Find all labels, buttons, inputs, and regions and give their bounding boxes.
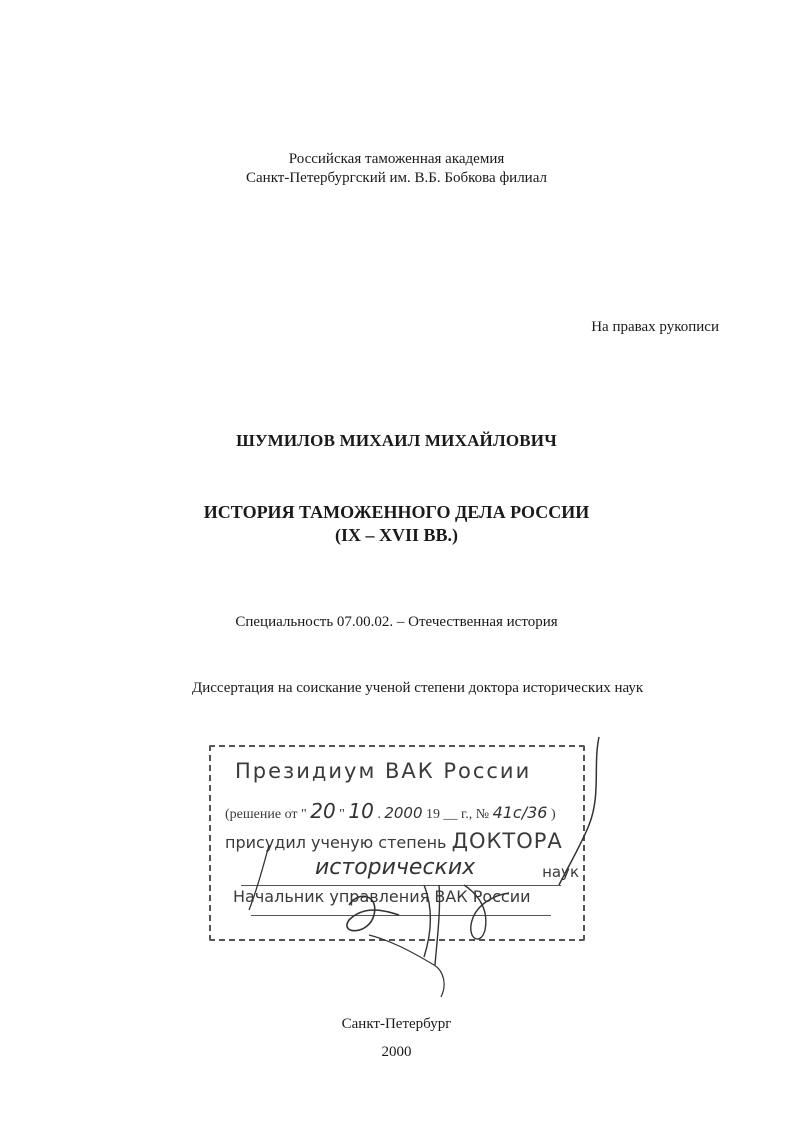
stamp-title: Президиум ВАК России	[235, 759, 532, 783]
title-line-2: (IX – XVII ВВ.)	[334, 525, 458, 545]
stamp-field	[241, 855, 579, 886]
stamp-head: Начальник управления ВАК России	[233, 887, 531, 906]
decision-year-print: 19 __ г., №	[426, 807, 490, 822]
footer-city: Санкт-Петербург	[341, 1016, 452, 1032]
institution-name: Российская таможенная академия	[288, 151, 505, 167]
decision-year-hand: 2000	[384, 804, 423, 822]
branch-name: Санкт-Петербургский им. В.Б. Бобкова филиал	[246, 170, 547, 186]
manuscript-note: На правах рукописи	[591, 319, 719, 335]
dissertation-degree: Диссертация на соискание ученой степени доктора исторических наук	[192, 680, 644, 696]
dissertation-title	[0, 501, 793, 547]
decision-month: 10	[348, 799, 374, 823]
author-name: ШУМИЛОВ МИХАИЛ МИХАЙЛОВИЧ	[236, 431, 557, 450]
stamp-awarded	[225, 829, 563, 853]
decision-number: 41с/36	[492, 803, 548, 822]
awarded-degree: ДОКТОРА	[451, 829, 563, 853]
institution-block	[0, 150, 793, 188]
decision-suffix: )	[550, 807, 556, 822]
field-handwritten: исторических	[315, 855, 476, 880]
awarded-prefix: присудил ученую степень	[225, 833, 447, 852]
decision-prefix: (решение от "	[225, 807, 307, 822]
decision-day: 20	[310, 799, 336, 823]
decision-quote: "	[339, 807, 345, 822]
vak-stamp	[209, 745, 585, 941]
stamp-decision: (решение от " 20 " 10 . 2000 19 __ г., № 41с/36 )	[225, 799, 556, 823]
signature-line	[251, 915, 551, 916]
specialty: Специальность 07.00.02. – Отечественная история	[235, 614, 558, 630]
footer-year: 2000	[381, 1044, 412, 1060]
title-line-1: ИСТОРИЯ ТАМОЖЕННОГО ДЕЛА РОССИИ	[203, 502, 590, 522]
field-suffix: наук	[542, 863, 579, 881]
